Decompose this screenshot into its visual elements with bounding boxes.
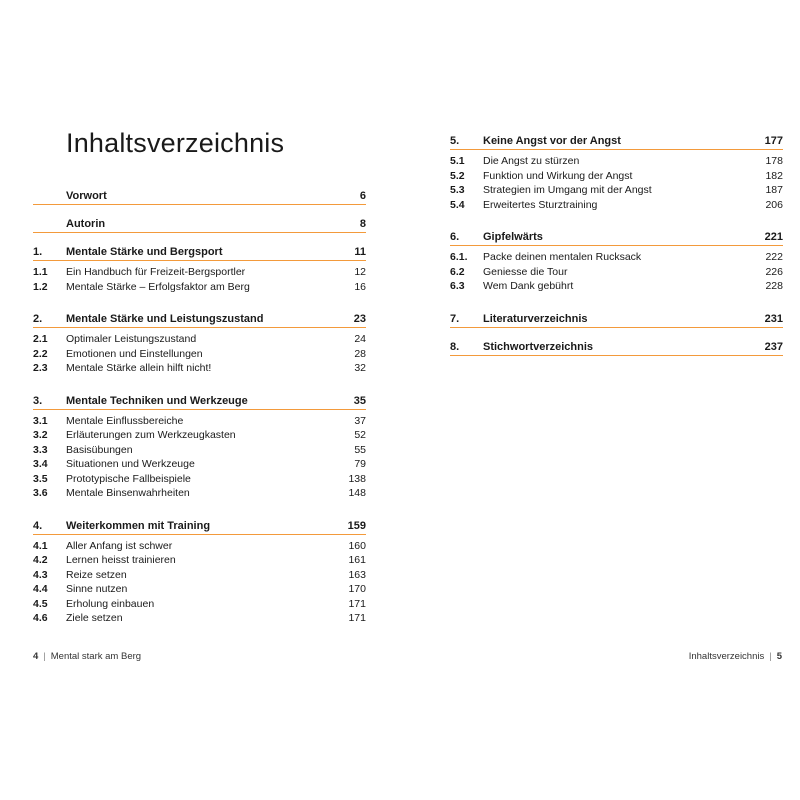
chapter-entry[interactable] (450, 336, 783, 356)
subsection-number: 3.2 (33, 429, 48, 442)
subsection-page: 163 (348, 568, 366, 581)
subsection-entry[interactable] (450, 169, 783, 184)
subsection-number: 3.4 (33, 458, 48, 471)
chapter-number: 2. (33, 313, 43, 325)
chapter-title: Mentale Stärke und Leistungszustand (66, 313, 264, 325)
chapter-title: Vorwort (66, 190, 107, 202)
subsection-page: 182 (765, 169, 783, 182)
subsection-page: 160 (348, 539, 366, 552)
subsection-title: Mentale Binsenwahrheiten (66, 487, 190, 500)
subsection-list (33, 410, 366, 501)
chapter-entry[interactable] (33, 390, 366, 410)
subsection-page: 12 (354, 266, 366, 279)
chapter-title: Autorin (66, 218, 106, 230)
subsection-title: Situationen und Werkzeuge (66, 458, 195, 471)
subsection-entry[interactable] (450, 250, 783, 265)
subsection-entry[interactable] (33, 443, 366, 458)
subsection-page: 228 (765, 280, 783, 293)
chapter-title: Stichwortverzeichnis (483, 340, 594, 353)
subsection-page: 148 (348, 487, 366, 500)
subsection-title: Die Angst zu stürzen (483, 155, 580, 168)
subsection-number: 1.1 (33, 266, 48, 279)
subsection-title: Ziele setzen (66, 612, 123, 625)
subsection-entry[interactable] (33, 457, 366, 472)
subsection-entry[interactable] (33, 332, 366, 347)
subsection-entry[interactable] (33, 428, 366, 443)
subsection-list (450, 246, 783, 294)
subsection-title: Erläuterungen zum Werkzeugkasten (66, 429, 236, 442)
page-title: Inhaltsverzeichnis (66, 128, 285, 158)
footer-page-number: 4 (33, 651, 39, 662)
chapter-number: 7. (450, 312, 460, 325)
subsection-page: 226 (765, 265, 783, 278)
subsection-page: 178 (765, 155, 783, 168)
chapter-number: 5. (450, 135, 460, 147)
subsection-number: 6.1. (450, 251, 468, 264)
toc-section (33, 390, 366, 501)
subsection-title: Reize setzen (66, 568, 127, 581)
subsection-title: Geniesse die Tour (483, 265, 568, 278)
subsection-entry[interactable] (33, 597, 366, 612)
subsection-number: 5.4 (450, 198, 465, 211)
subsection-title: Mentale Stärke allein hilft nicht! (66, 362, 212, 375)
subsection-entry[interactable] (33, 611, 366, 626)
subsection-title: Lernen heisst trainieren (66, 554, 176, 567)
subsection-number: 4.3 (33, 568, 48, 581)
subsection-title: Emotionen und Einstellungen (66, 347, 203, 360)
subsection-number: 2.1 (33, 333, 48, 346)
toc-section (33, 185, 366, 205)
chapter-entry[interactable] (33, 213, 366, 233)
subsection-page: 206 (765, 198, 783, 211)
chapter-entry[interactable] (33, 515, 366, 535)
subsection-number: 4.5 (33, 597, 48, 610)
chapter-title: Weiterkommen mit Training (66, 519, 211, 532)
subsection-title: Aller Anfang ist schwer (66, 539, 173, 552)
subsection-title: Prototypische Fallbeispiele (66, 472, 191, 485)
subsection-number: 1.2 (33, 280, 48, 293)
subsection-page: 28 (354, 347, 366, 360)
chapter-title: Literaturverzeichnis (483, 312, 588, 325)
subsection-number: 5.3 (450, 184, 465, 197)
chapter-page: 221 (764, 231, 783, 243)
subsection-page: 138 (348, 472, 366, 485)
footer-separator: | (43, 651, 46, 662)
toc-right (450, 130, 783, 364)
subsection-title: Basisübungen (66, 443, 133, 456)
subsection-entry[interactable] (33, 472, 366, 487)
chapter-page: 35 (353, 394, 366, 407)
footer-right (689, 651, 782, 662)
chapter-title: Mentale Techniken und Werkzeuge (66, 394, 248, 407)
chapter-title: Mentale Stärke und Bergsport (66, 246, 223, 258)
subsection-entry[interactable] (33, 414, 366, 429)
subsection-number: 3.1 (33, 414, 48, 427)
subsection-number: 3.6 (33, 487, 48, 500)
subsection-number: 3.3 (33, 443, 48, 456)
chapter-number: 4. (33, 519, 43, 532)
chapter-entry[interactable] (450, 226, 783, 246)
chapter-title: Keine Angst vor der Angst (483, 135, 621, 147)
subsection-entry[interactable] (33, 486, 366, 501)
chapter-title: Gipfelwärts (483, 231, 543, 243)
footer-separator: | (769, 651, 772, 662)
chapter-entry[interactable] (450, 130, 783, 150)
subsection-page: 16 (354, 280, 366, 293)
subsection-entry[interactable] (33, 280, 366, 295)
subsection-page: 55 (354, 443, 366, 456)
subsection-number: 5.1 (450, 155, 465, 168)
subsection-page: 171 (348, 612, 366, 625)
subsection-entry[interactable] (33, 347, 366, 362)
subsection-number: 4.1 (33, 539, 48, 552)
chapter-page: 11 (354, 246, 366, 258)
chapter-number: 1. (33, 246, 43, 258)
toc-section (450, 130, 783, 212)
chapter-page: 159 (347, 519, 366, 532)
subsection-page: 32 (354, 362, 366, 375)
subsection-title: Erweitertes Sturztraining (483, 198, 598, 211)
subsection-title: Mentale Einflussbereiche (66, 414, 184, 427)
chapter-number: 3. (33, 394, 43, 407)
subsection-page: 24 (354, 333, 366, 346)
subsection-number: 2.2 (33, 347, 48, 360)
subsection-list (33, 535, 366, 626)
subsection-number: 6.3 (450, 280, 465, 293)
chapter-page: 237 (764, 340, 783, 353)
toc-section (33, 308, 366, 376)
subsection-entry[interactable] (33, 539, 366, 554)
chapter-entry[interactable] (33, 185, 366, 205)
subsection-list (450, 150, 783, 212)
subsection-page: 79 (354, 458, 366, 471)
toc-section (33, 241, 366, 294)
chapter-number: 6. (450, 231, 460, 243)
toc-section (450, 336, 783, 356)
toc-section (450, 226, 783, 294)
subsection-number: 3.5 (33, 472, 48, 485)
chapter-page: 23 (353, 313, 366, 325)
toc-section (450, 308, 783, 328)
footer-page-number: 5 (776, 651, 782, 662)
subsection-entry[interactable] (33, 553, 366, 568)
chapter-page: 177 (764, 135, 783, 147)
subsection-page: 37 (354, 414, 366, 427)
subsection-page: 161 (348, 554, 366, 567)
right-page (400, 0, 800, 800)
chapter-entry[interactable] (33, 241, 366, 261)
subsection-entry[interactable] (33, 568, 366, 583)
footer-left (33, 651, 141, 662)
subsection-page: 171 (348, 597, 366, 610)
chapter-entry[interactable] (33, 308, 366, 328)
subsection-number: 5.2 (450, 169, 465, 182)
chapter-page: 231 (764, 312, 783, 325)
subsection-title: Optimaler Leistungszustand (66, 333, 197, 346)
chapter-page: 8 (359, 218, 366, 230)
subsection-page: 187 (765, 184, 783, 197)
subsection-list (33, 261, 366, 294)
subsection-entry[interactable] (450, 265, 783, 280)
subsection-title: Wem Dank gebührt (483, 280, 574, 293)
footer-running-title: Mental stark am Berg (50, 651, 142, 662)
subsection-number: 4.6 (33, 612, 48, 625)
subsection-list (33, 328, 366, 376)
chapter-page: 6 (359, 190, 366, 202)
subsection-entry[interactable] (450, 183, 783, 198)
subsection-page: 52 (354, 429, 366, 442)
toc-section (33, 213, 366, 233)
subsection-entry[interactable] (33, 582, 366, 597)
subsection-entry[interactable] (450, 279, 783, 294)
subsection-title: Sinne nutzen (66, 583, 128, 596)
subsection-number: 4.2 (33, 554, 48, 567)
toc-left (33, 185, 366, 640)
footer-running-title: Inhaltsverzeichnis (688, 651, 765, 662)
toc-section (33, 515, 366, 626)
subsection-entry[interactable] (33, 265, 366, 280)
subsection-title: Funktion und Wirkung der Angst (483, 169, 633, 182)
subsection-title: Mentale Stärke – Erfolgsfaktor am Berg (66, 280, 250, 293)
chapter-entry[interactable] (450, 308, 783, 328)
subsection-title: Packe deinen mentalen Rucksack (483, 251, 642, 264)
subsection-entry[interactable] (33, 361, 366, 376)
subsection-number: 6.2 (450, 265, 465, 278)
subsection-entry[interactable] (450, 154, 783, 169)
subsection-page: 170 (348, 583, 366, 596)
subsection-number: 4.4 (33, 583, 48, 596)
subsection-title: Ein Handbuch für Freizeit-Bergsportler (66, 266, 246, 279)
subsection-title: Strategien im Umgang mit der Angst (483, 184, 652, 197)
subsection-number: 2.3 (33, 362, 48, 375)
subsection-entry[interactable] (450, 198, 783, 213)
subsection-title: Erholung einbauen (66, 597, 155, 610)
subsection-page: 222 (765, 251, 783, 264)
chapter-number: 8. (450, 340, 460, 353)
